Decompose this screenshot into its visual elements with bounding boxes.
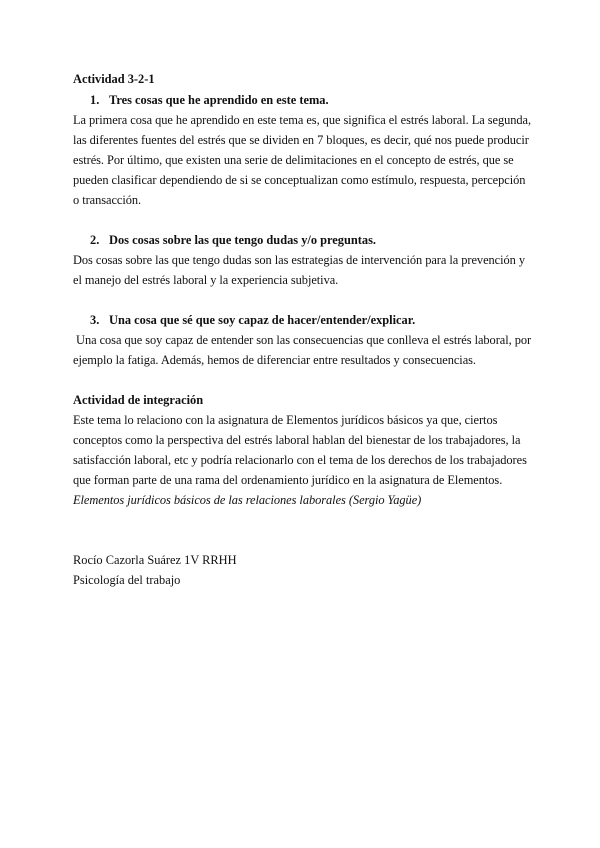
subject-line: Psicología del trabajo [73,573,181,587]
paragraph-line: Dos cosas sobre las que tengo dudas son las estrategias de intervención para la prevención y [73,253,525,267]
paragraph-line: satisfacción laboral, etc y podría relacionarlo con el tema de los derechos de los trabajadores [73,453,527,467]
paragraph-line: estrés. Por último, que existen una serie de delimitaciones en el concepto de estrés, que se [73,153,514,167]
section-3-number: 3. [90,313,100,327]
section-3-heading-text: Una cosa que sé que soy capaz de hacer/entender/explicar. [109,313,416,327]
section-3-heading [73,310,540,330]
paragraph-line: La primera cosa que he aprendido en este tema es, que significa el estrés laboral. La segunda, [73,113,532,127]
integration-reference: Elementos jurídicos básicos de las relaciones laborales (Sergio Yagüe) [73,493,422,507]
section-1-body [73,110,540,210]
paragraph-line: que forman parte de una rama del ordenamiento jurídico en la asignatura de Elementos. [73,473,503,487]
document-title: Actividad 3-2-1 [73,72,155,86]
paragraph-line: Una cosa que soy capaz de entender son las consecuencias que conlleva el estrés laboral, por [73,333,532,347]
paragraph-line: pueden clasificar dependiendo de si se conceptualizan como estímulo, respuesta, percepción [73,173,526,187]
paragraph-line: ejemplo la fatiga. Además, hemos de diferenciar entre resultados y consecuencias. [73,353,476,367]
section-3-body [73,330,540,370]
paragraph-line: Este tema lo relaciono con la asignatura de Elementos jurídicos básicos ya que, ciertos [73,413,498,427]
section-2-heading [73,230,540,250]
signature-block [73,550,540,590]
integration-title: Actividad de integración [73,393,204,407]
section-2-heading-text: Dos cosas sobre las que tengo dudas y/o preguntas. [109,233,377,247]
paragraph-line: las diferentes fuentes del estrés que se dividen en 7 bloques, es decir, qué nos puede producir [73,133,529,147]
section-1-heading-text: Tres cosas que he aprendido en este tema. [109,93,329,107]
section-2-body [73,250,540,290]
author-line: Rocío Cazorla Suárez 1V RRHH [73,553,237,567]
section-1-number: 1. [90,93,100,107]
integration-body [73,410,540,510]
paragraph-line: o transacción. [73,193,142,207]
paragraph-line: conceptos como la perspectiva del estrés laboral hablan del bienestar de los trabajadores, la [73,433,521,447]
section-1-heading [73,90,540,110]
section-2-number: 2. [90,233,100,247]
paragraph-line: el manejo del estrés laboral y la experiencia subjetiva. [73,273,339,287]
